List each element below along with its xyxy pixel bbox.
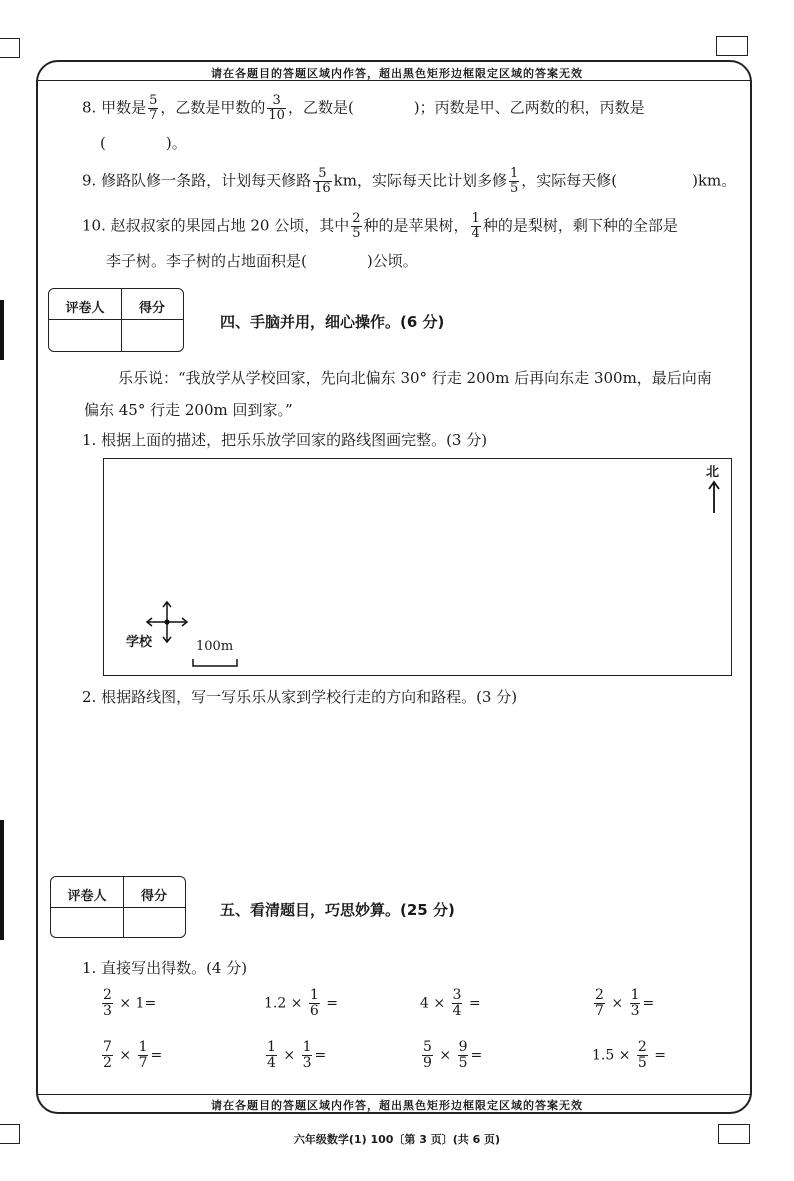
calc-item: 1.2 × $\frac{1}{6}$ = — [264, 987, 339, 1019]
fraction: $\frac{1}{4}$ — [471, 211, 480, 241]
question-10-line1: 10. 赵叔叔家的果园占地 20 公顷，其中 $\frac{2}{5}$ 种的是苹果树， $\frac{1}{4}$ 种的是梨树，剩下种的全部是 — [82, 211, 678, 241]
scorer-label: 评卷人 — [65, 301, 105, 316]
fraction: $\frac{9}{5}$ — [458, 1039, 468, 1071]
corner-mark-top-left — [0, 38, 20, 58]
question-8-line1: 8. 甲数是 $\frac{5}{7}$ ，乙数是甲数的 $\frac{3}{10}$ ，乙数是( )；丙数是甲、乙两数的积，丙数是 — [82, 93, 645, 123]
scorer-input[interactable] — [53, 909, 121, 935]
calc-item: 4 × $\frac{3}{4}$ = — [420, 987, 481, 1019]
fraction: $\frac{2}{5}$ — [352, 211, 361, 241]
north-arrow-icon — [704, 479, 724, 515]
fraction: $\frac{1}{4}$ — [267, 1039, 276, 1071]
score-box-section5 — [50, 876, 186, 938]
scale-label: 100m — [196, 639, 234, 654]
section4-question1: 1. 根据上面的描述，把乐乐放学回家的路线图画完整。(3 分) — [82, 431, 488, 449]
route-map-drawing-area[interactable] — [103, 458, 732, 676]
answer-area-q2[interactable] — [82, 715, 732, 865]
header-notice: 请在各题目的答题区域内作答，超出黑色矩形边框限定区域的答案无效 — [211, 67, 583, 80]
fraction: $\frac{5}{16}$ — [314, 166, 331, 196]
section5-title: 五、看清题目，巧思妙算。(25 分) — [220, 901, 455, 919]
fraction: $\frac{1}{6}$ — [309, 987, 319, 1019]
fraction: $\frac{2}{3}$ — [103, 987, 112, 1019]
calc-item: $\frac{2}{7}$ × $\frac{1}{3}$ = — [595, 987, 655, 1019]
footer-notice: 请在各题目的答题区域内作答，超出黑色矩形边框限定区域的答案无效 — [211, 1099, 583, 1112]
page-footer: 六年级数学(1) 100〔第 3 页〕(共 6 页) — [293, 1133, 501, 1146]
school-compass-icon — [144, 599, 190, 645]
scan-edge-mark — [0, 300, 4, 360]
score-box-section4 — [48, 288, 184, 352]
calc-item: $\frac{2}{3}$ × 1= — [103, 987, 157, 1019]
section4-story-line1: 乐乐说：“我放学从学校回家，先向北偏东 30° 行走 200m 后再向东走 300m，最后向南 — [118, 369, 712, 387]
section5-question1: 1. 直接写出得数。(4 分) — [82, 959, 248, 977]
score-label: 得分 — [138, 301, 165, 316]
question-10-line2: 李子树。李子树的占地面积是( )公顷。 — [106, 252, 418, 270]
fraction: $\frac{3}{4}$ — [452, 987, 462, 1019]
fraction: $\frac{5}{7}$ — [149, 93, 158, 123]
school-label: 学校 — [126, 635, 153, 650]
fraction: $\frac{5}{9}$ — [423, 1039, 432, 1071]
question-9: 9. 修路队修一条路，计划每天修路 $\frac{5}{16}$ km，实际每天比计划多修 $\frac{1}{5}$ ，实际每天修( )km。 — [82, 166, 737, 196]
scan-edge-mark — [0, 820, 4, 940]
answer-blank[interactable]: ( )。 — [100, 134, 187, 152]
question-8-line2 — [100, 133, 187, 153]
footer-rule — [36, 1094, 752, 1095]
section4-question2: 2. 根据路线图，写一写乐乐从家到学校行走的方向和路程。(3 分) — [82, 688, 518, 706]
fraction: $\frac{3}{10}$ — [268, 93, 285, 123]
fraction: $\frac{1}{7}$ — [138, 1039, 148, 1071]
calc-item: $\frac{5}{9}$ × $\frac{9}{5}$ = — [423, 1039, 483, 1071]
north-label: 北 — [706, 465, 720, 480]
corner-mark-top-right — [716, 36, 748, 56]
header-rule — [36, 80, 752, 81]
fraction: $\frac{2}{5}$ — [637, 1039, 647, 1071]
score-input[interactable] — [126, 909, 184, 935]
calc-item: $\frac{7}{2}$ × $\frac{1}{7}$ = — [103, 1039, 163, 1071]
fraction: $\frac{2}{7}$ — [595, 987, 604, 1019]
scorer-label: 评卷人 — [67, 889, 107, 904]
fraction: $\frac{1}{3}$ — [630, 987, 640, 1019]
score-input[interactable] — [124, 321, 182, 349]
section4-title: 四、手脑并用，细心操作。(6 分) — [220, 313, 445, 331]
calc-item: 1.5 × $\frac{2}{5}$ = — [592, 1039, 667, 1071]
section4-story-line2: 偏东 45° 行走 200m 回到家。” — [84, 401, 293, 419]
scale-bar — [191, 657, 239, 669]
fraction: $\frac{1}{3}$ — [302, 1039, 312, 1071]
calc-item: $\frac{1}{4}$ × $\frac{1}{3}$ = — [267, 1039, 327, 1071]
fraction: $\frac{7}{2}$ — [103, 1039, 112, 1071]
scorer-input[interactable] — [51, 321, 119, 349]
fraction: $\frac{1}{5}$ — [509, 166, 519, 196]
score-label: 得分 — [140, 889, 167, 904]
